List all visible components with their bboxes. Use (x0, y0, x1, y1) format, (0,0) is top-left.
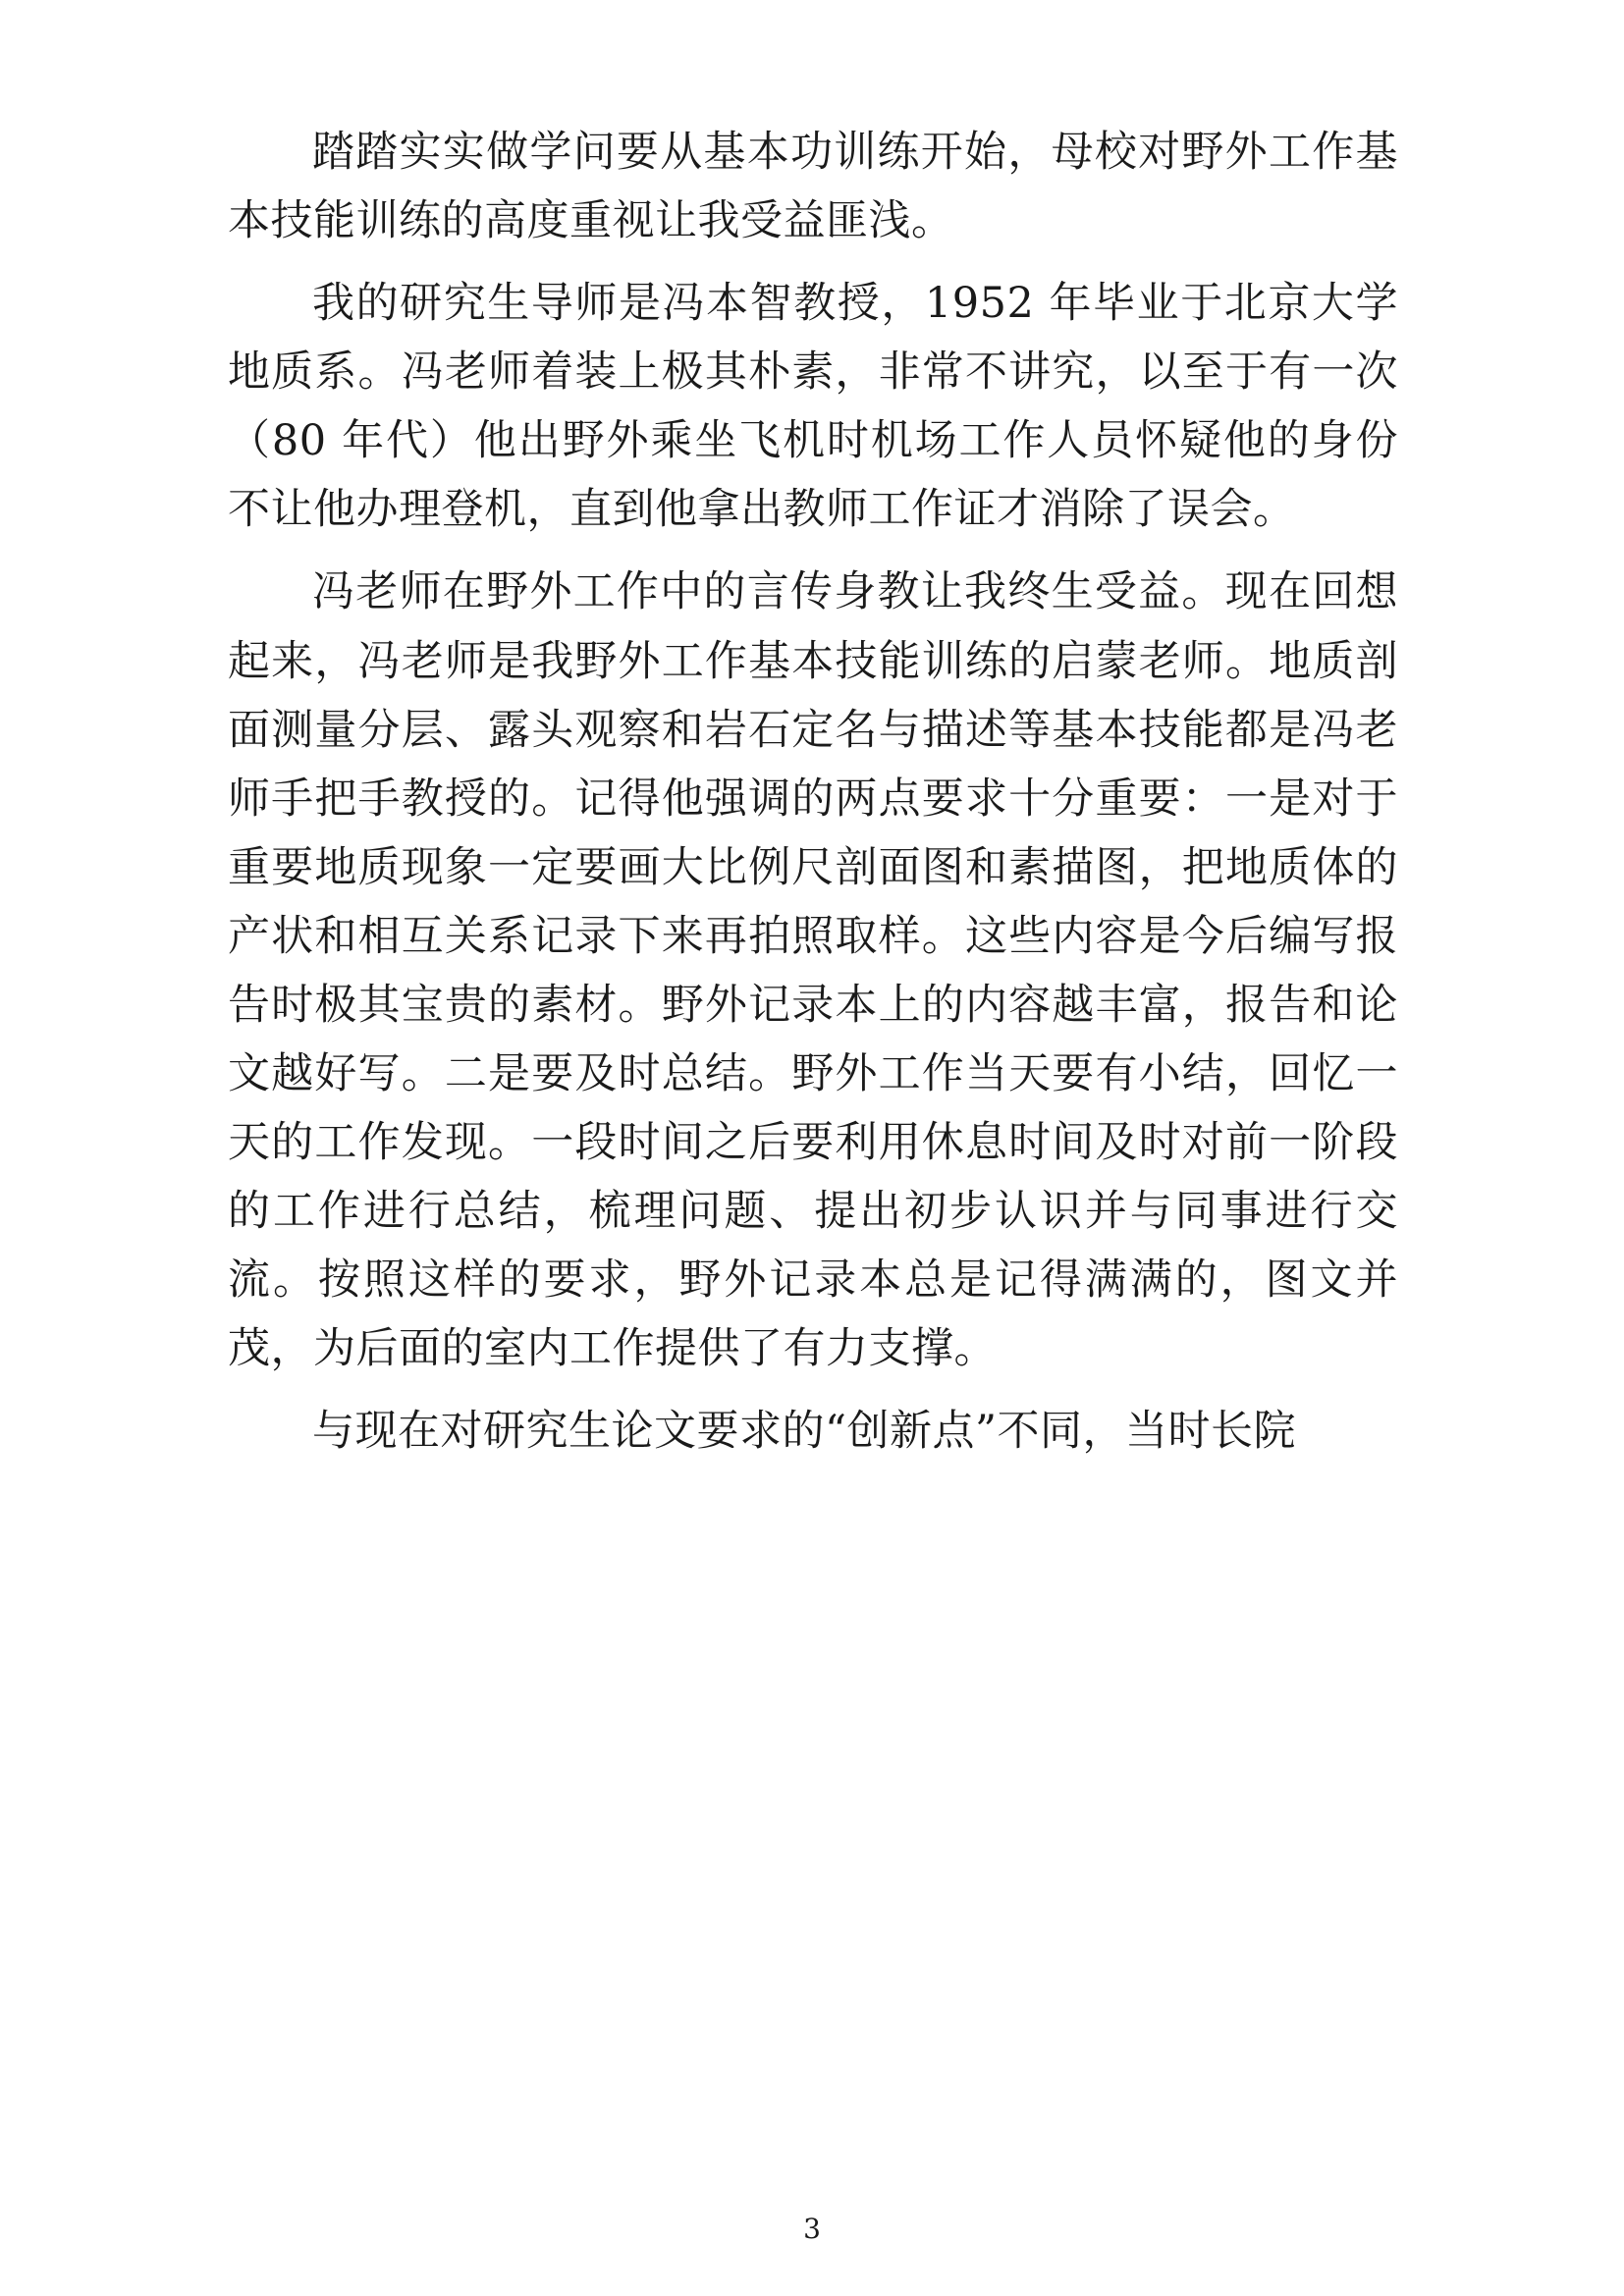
paragraph: 我的研究生导师是冯本智教授，1952 年毕业于北京大学地质系。冯老师着装上极其朴素，非常不讲究，以至于有一次（80 年代）他出野外乘坐飞机时机场工作人员怀疑他的身份不让他办理登机，直到他拿出教师工作证才消除了误会。 (228, 279, 1398, 535)
paragraph: 冯老师在野外工作中的言传身教让我终生受益。现在回想起来，冯老师是我野外工作基本技能训练的启蒙老师。地质剖面测量分层、露头观察和岩石定名与描述等基本技能都是冯老师手把手教授的。记得他强调的两点要求十分重要：一是对于重要地质现象一定要画大比例尺剖面图和素描图，把地质体的产状和相互关系记录下来再拍照取样。这些内容是今后编写报告时极其宝贵的素材。野外记录本上的内容越丰富，报告和论文越好写。二是要及时总结。野外工作当天要有小结，回忆一天的工作发现。一段时间之后要利用休息时间及时对前一阶段的工作进行总结，梳理问题、提出初步认识并与同事进行交流。按照这样的要求，野外记录本总是记得满满的，图文并茂，为后面的室内工作提供了有力支撑。 (228, 567, 1398, 1374)
page-number: 3 (803, 2213, 821, 2245)
paragraph: 与现在对研究生论文要求的“创新点”不同，当时长院 (312, 1407, 1296, 1457)
page-body (228, 118, 1398, 1479)
paragraph: 踏踏实实做学问要从基本功训练开始，母校对野外工作基本技能训练的高度重视让我受益匪浅。 (228, 128, 1398, 246)
